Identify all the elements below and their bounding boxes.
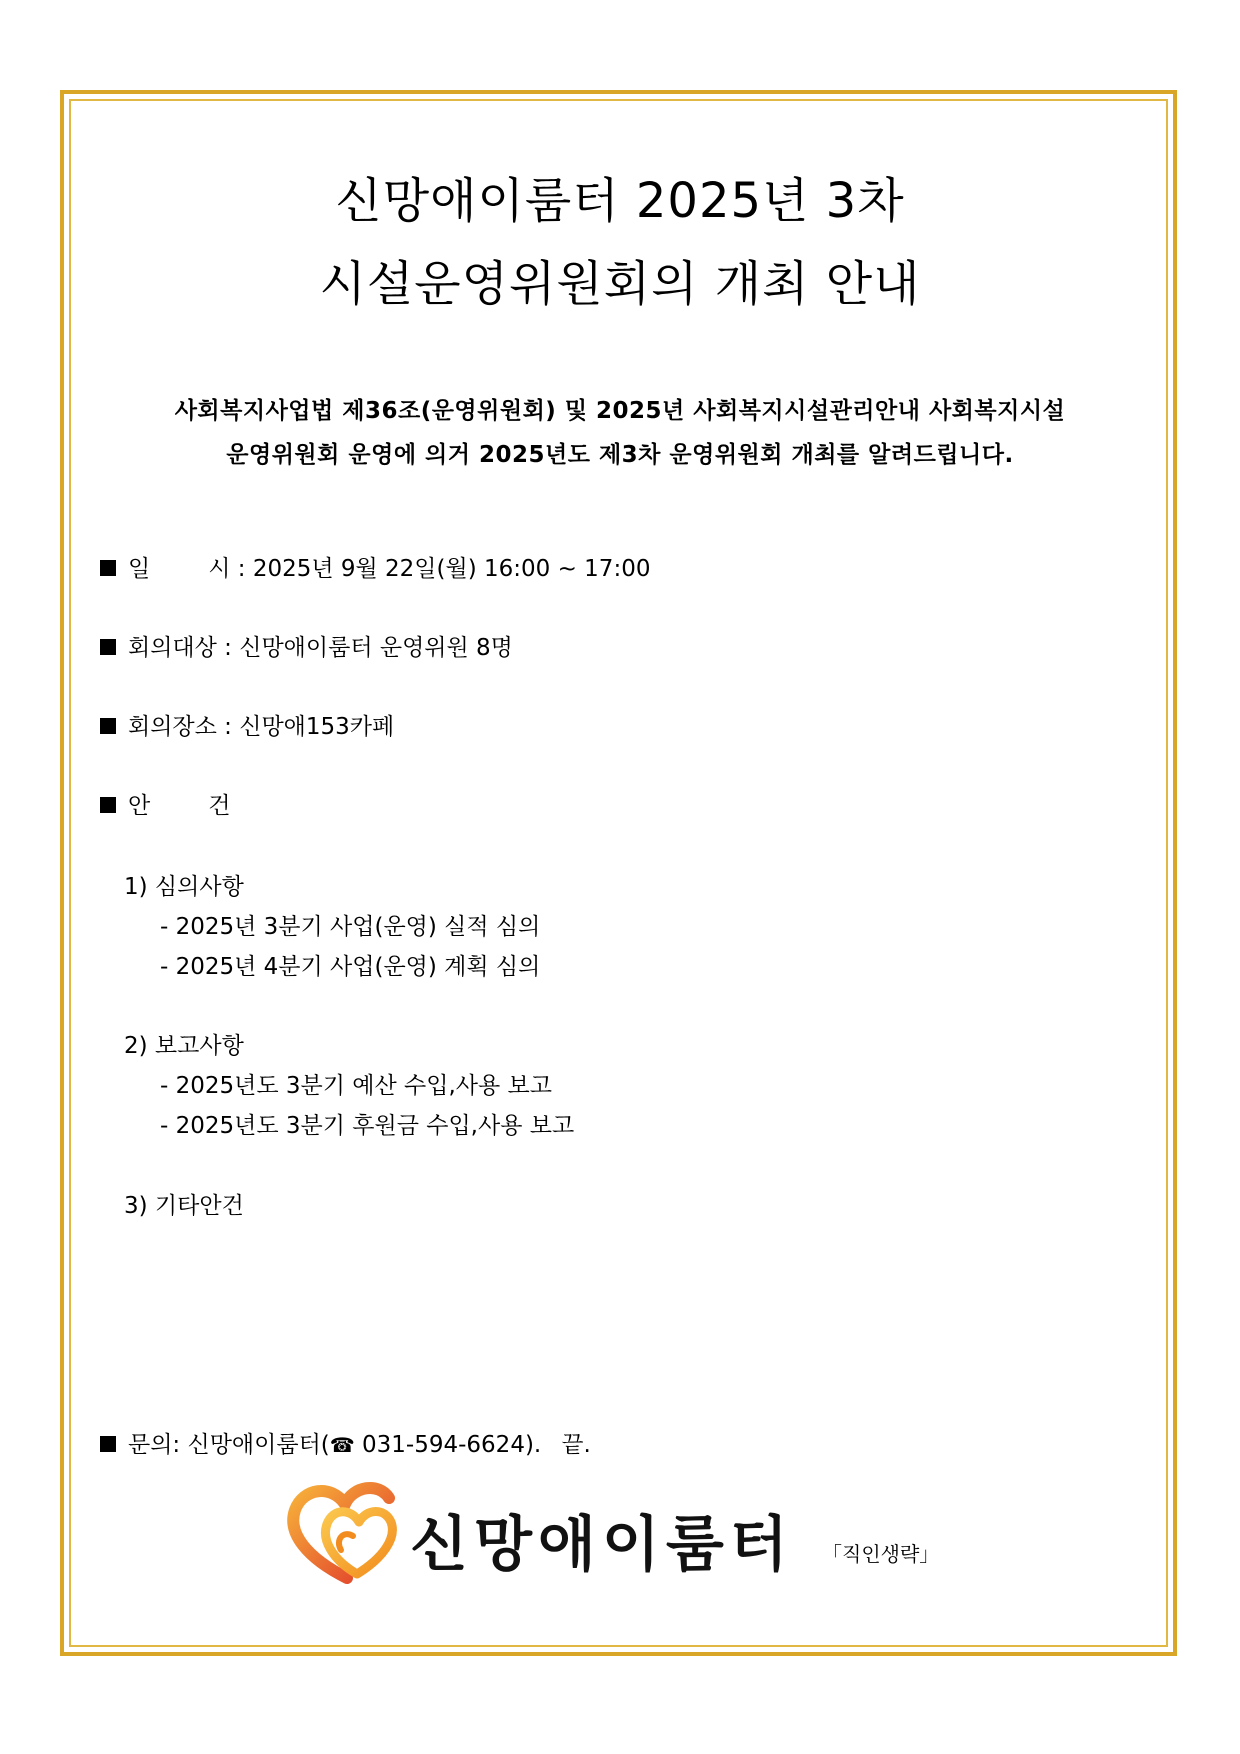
target-label: 회의대상 <box>128 635 217 661</box>
bullet-square-icon <box>100 1436 116 1452</box>
bullet-square-icon <box>100 797 116 813</box>
bullet-square-icon <box>100 639 116 655</box>
target-value: 신망애이룸터 운영위원 8명 <box>239 635 513 661</box>
agenda-section1-heading: 1) 심의사항 <box>124 874 244 900</box>
datetime-label-a: 일 <box>128 556 151 582</box>
page-title-line1: 신망애이룸터 2025년 3차 <box>335 173 905 229</box>
agenda-section2-line1: - 2025년도 3분기 예산 수입,사용 보고 <box>160 1073 552 1099</box>
contact-line <box>100 1426 591 1459</box>
datetime-label-b: 시 <box>208 556 231 582</box>
item-datetime <box>100 550 650 583</box>
agenda-section1-line1: - 2025년 3분기 사업(운영) 실적 심의 <box>160 914 541 940</box>
agenda-section1-line2: - 2025년 4분기 사업(운영) 계획 심의 <box>160 954 541 980</box>
item-place <box>100 708 394 741</box>
intro-line2: 운영위원회 운영에 의거 2025년도 제3차 운영위원회 개최를 알려드립니다. <box>226 442 1014 468</box>
place-label: 회의장소 <box>128 714 217 740</box>
contact-phone: 031-594-6624). <box>354 1432 542 1458</box>
bullet-square-icon <box>100 718 116 734</box>
place-value: 신망애153카페 <box>239 714 395 740</box>
page-title-line2: 시설운영위원회의 개최 안내 <box>319 256 921 312</box>
intro-line1: 사회복지사업법 제36조(운영위원회) 및 2025년 사회복지시설관리안내 사회복지시설 <box>174 398 1066 424</box>
item-agenda <box>100 787 230 820</box>
contact-label: 문의: 신망애이룸터( <box>128 1432 330 1458</box>
logo-text: 신망애이룸터 <box>410 1510 794 1580</box>
agenda-section2-heading: 2) 보고사항 <box>124 1033 244 1059</box>
agenda-section2-line2: - 2025년도 3분기 후원금 수입,사용 보고 <box>160 1113 575 1139</box>
agenda-label-b: 건 <box>208 793 231 819</box>
bullet-square-icon <box>100 560 116 576</box>
item-target <box>100 629 513 662</box>
datetime-value: 2025년 9월 22일(월) 16:00 ~ 17:00 <box>252 556 651 582</box>
phone-icon: ☎ <box>329 1433 355 1457</box>
place-sep: : <box>216 714 240 740</box>
agenda-section3-heading: 3) 기타안건 <box>124 1193 244 1219</box>
agenda-label-a: 안 <box>128 793 151 819</box>
seal-omitted: 「직인생략」 <box>822 1542 940 1566</box>
target-sep: : <box>216 635 240 661</box>
datetime-sep: : <box>230 556 253 582</box>
contact-end: 끝. <box>561 1432 591 1458</box>
